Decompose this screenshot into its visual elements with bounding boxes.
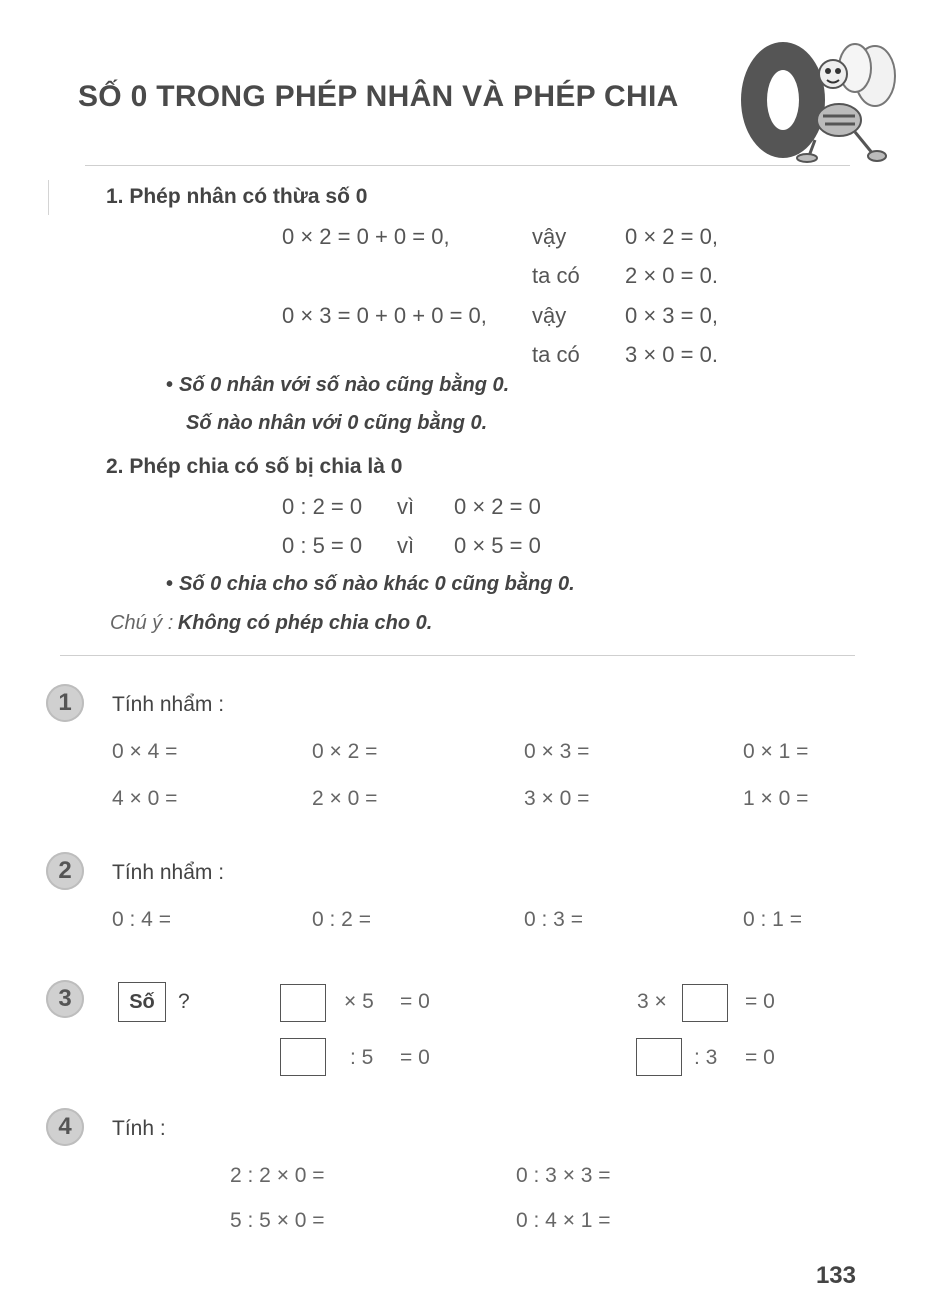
ex1-r1-c3: 0 × 3 = — [524, 740, 590, 763]
ex1-r2-c1: 4 × 0 = — [112, 787, 178, 810]
ex1-r2-c2: 2 × 0 = — [312, 787, 378, 810]
section1-heading: 1. Phép nhân có thừa số 0 — [106, 185, 368, 208]
theory-row3-lhs: 0 × 3 = 0 + 0 + 0 = 0, — [282, 303, 487, 328]
theory-row1-lhs: 0 × 2 = 0 + 0 = 0, — [282, 224, 450, 249]
ex1-r2-c4: 1 × 0 = — [743, 787, 809, 810]
ex4-item3: 5 : 5 × 0 = — [230, 1209, 325, 1232]
ex3-d-res: = 0 — [745, 1046, 775, 1069]
theory-bottom-rule — [60, 655, 855, 656]
ex2-c3: 0 : 3 = — [524, 908, 583, 931]
div-row1-word: vì — [397, 494, 415, 519]
exercise-4-label: Tính : — [112, 1117, 166, 1140]
ex2-c4: 0 : 1 = — [743, 908, 802, 931]
exercise-3-number: 3 — [46, 980, 84, 1018]
answer-box-a[interactable] — [280, 984, 326, 1022]
ex3-b-res: = 0 — [400, 1046, 430, 1069]
ex3-a-res: = 0 — [400, 990, 430, 1013]
note — [110, 612, 432, 635]
ex1-r1-c1: 0 × 4 = — [112, 740, 178, 763]
theory-row1-word: vậy — [532, 224, 567, 249]
div-row1-lhs: 0 : 2 = 0 — [282, 494, 363, 519]
theory-row1-rhs: 0 × 2 = 0, — [625, 224, 718, 249]
note-text: Không có phép chia cho 0. — [177, 612, 433, 634]
ex3-c-pre: 3 × — [637, 990, 667, 1013]
theory-left-rule — [48, 180, 49, 215]
div-row2-lhs: 0 : 5 = 0 — [282, 533, 363, 558]
theory-row2-word: ta có — [532, 263, 580, 288]
ex1-r1-c4: 0 × 1 = — [743, 740, 809, 763]
so-question-mark: ? — [178, 990, 190, 1013]
ex3-c-res: = 0 — [745, 990, 775, 1013]
div-row1-rhs: 0 × 2 = 0 — [454, 494, 541, 519]
exercise-2-label: Tính nhẩm : — [112, 861, 225, 884]
answer-box-c[interactable] — [682, 984, 728, 1022]
theory-row4-rhs: 3 × 0 = 0. — [625, 342, 718, 367]
theory-row2-rhs: 2 × 0 = 0. — [625, 263, 718, 288]
exercise-2-number: 2 — [46, 852, 84, 890]
section2-heading: 2. Phép chia có số bị chia là 0 — [106, 455, 403, 478]
rule1-line1: • Số 0 nhân với số nào cũng bằng 0. — [166, 374, 509, 397]
page-title: SỐ 0 TRONG PHÉP NHÂN VÀ PHÉP CHIA — [78, 80, 679, 113]
div-row2-word: vì — [397, 533, 415, 558]
exercise-4-number: 4 — [46, 1108, 84, 1146]
rule2: • Số 0 chia cho số nào khác 0 cũng bằng 0. — [166, 573, 575, 596]
theory-row3-rhs: 0 × 3 = 0, — [625, 303, 718, 328]
page-number: 133 — [815, 1262, 856, 1289]
exercise-1-number: 1 — [46, 684, 84, 722]
note-label: Chú ý : — [110, 612, 174, 634]
ex4-item1: 2 : 2 × 0 = — [230, 1164, 325, 1187]
answer-box-b[interactable] — [280, 1038, 326, 1076]
ex1-r1-c2: 0 × 2 = — [312, 740, 378, 763]
ex4-item2: 0 : 3 × 3 = — [516, 1164, 611, 1187]
zero-bee-mascot-icon — [735, 28, 900, 163]
exercise-1-label: Tính nhẩm : — [112, 693, 225, 716]
div-row2-rhs: 0 × 5 = 0 — [454, 533, 541, 558]
theory-row3-word: vậy — [532, 303, 567, 328]
rule1-line2: Số nào nhân với 0 cũng bằng 0. — [186, 412, 488, 434]
ex2-c1: 0 : 4 = — [112, 908, 171, 931]
ex3-a-op: × 5 — [344, 990, 374, 1013]
theory-top-rule — [85, 165, 850, 166]
ex3-d-op: : 3 — [694, 1046, 718, 1069]
so-label-box: Số — [118, 982, 166, 1022]
answer-box-d[interactable] — [636, 1038, 682, 1076]
ex1-r2-c3: 3 × 0 = — [524, 787, 590, 810]
ex3-b-op: : 5 — [350, 1046, 374, 1069]
theory-row4-word: ta có — [532, 342, 580, 367]
ex2-c2: 0 : 2 = — [312, 908, 371, 931]
ex4-item4: 0 : 4 × 1 = — [516, 1209, 611, 1232]
